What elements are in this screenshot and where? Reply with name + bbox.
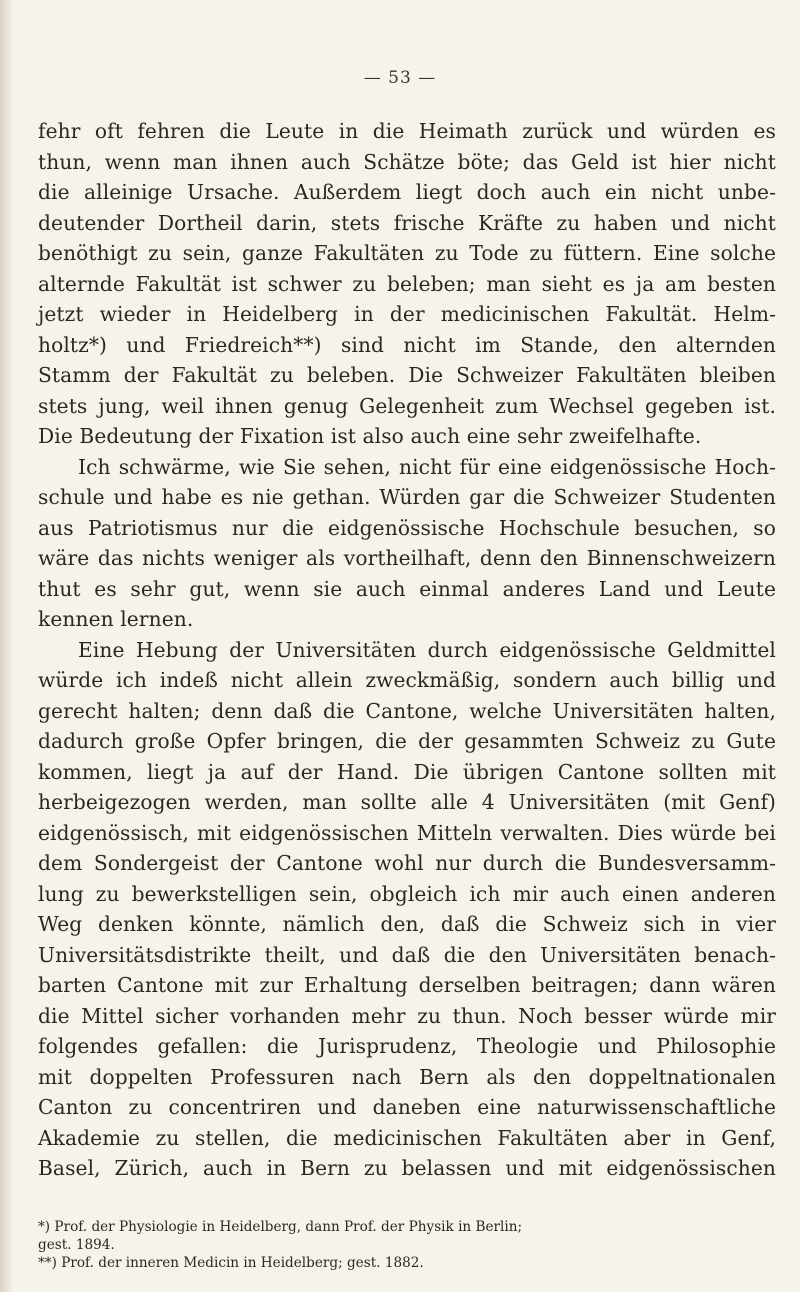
- footnotes: [38, 1218, 776, 1272]
- text-line: alternde Fakultät ist schwer zu beleben; man sieht es ja am besten: [38, 271, 776, 296]
- text-line: lung zu bewerkstelligen sein, obgleich ich mir auch einen anderen: [38, 881, 776, 906]
- text-line: mit doppelten Professuren nach Bern als den doppeltnationalen: [38, 1064, 776, 1089]
- paragraph-start-line: Eine Hebung der Universitäten durch eidgenössische Geldmittel: [78, 637, 776, 662]
- text-line: dem Sondergeist der Cantone wohl nur durch die Bundesversamm-: [38, 851, 776, 875]
- page-binding-shadow: [0, 0, 14, 1292]
- text-line: deutender Dortheil darin, stets frische Kräfte zu haben und nicht: [38, 210, 776, 235]
- text-line: herbeigezogen werden, man sollte alle 4 Universitäten (mit Genf): [38, 790, 776, 814]
- text-line: barten Cantone mit zur Erhaltung derselben beitragen; dann wären: [38, 973, 776, 997]
- paragraph-start-line: Ich schwärme, wie Sie sehen, nicht für eine eidgenössische Hoch-: [78, 454, 776, 479]
- text-line: holtz*) und Friedreich**) sind nicht im Stande, den alternden: [38, 332, 776, 357]
- text-line: Stamm der Fakultät zu beleben. Die Schweizer Fakultäten bleiben: [38, 363, 776, 387]
- text-line: stets jung, weil ihnen genug Gelegenheit zum Wechsel gegeben ist.: [38, 393, 776, 418]
- text-line: fehr oft fehren die Leute in die Heimath zurück und würden es: [38, 119, 776, 143]
- text-line: jetzt wieder in Heidelberg in der medicinischen Fakultät. Helm-: [38, 302, 776, 326]
- text-line: Weg denken könnte, nämlich den, daß die Schweiz sich in vier: [38, 912, 776, 936]
- text-line: benöthigt zu sein, ganze Fakultäten zu Tode zu füttern. Eine solche: [38, 241, 776, 265]
- text-line: Universitätsdistrikte theilt, und daß die den Universitäten benach-: [38, 942, 776, 967]
- text-line: schule und habe es nie gethan. Würden gar die Schweizer Studenten: [38, 485, 776, 509]
- text-line: gerecht halten; denn daß die Cantone, welche Universitäten halten,: [38, 698, 776, 723]
- text-line: dadurch große Opfer bringen, die der gesammten Schweiz zu Gute: [38, 729, 776, 753]
- text-line: eidgenössisch, mit eidgenössischen Mitteln verwalten. Dies würde bei: [38, 820, 776, 845]
- footnote-2: **) Prof. der inneren Medicin in Heidelberg; gest. 1882.: [38, 1255, 424, 1271]
- text-line: Canton zu concentriren und daneben eine naturwissenschaftliche: [38, 1095, 776, 1119]
- text-line: thut es sehr gut, wenn sie auch einmal anderes Land und Leute: [38, 576, 776, 601]
- text-line: Die Bedeutung der Fixation ist also auch eine sehr zweifelhafte.: [38, 424, 702, 448]
- text-line: kommen, liegt ja auf der Hand. Die übrigen Cantone sollten mit: [38, 759, 776, 784]
- body-text: [38, 116, 776, 1184]
- page-number: — 53 —: [363, 68, 437, 88]
- text-line: thun, wenn man ihnen auch Schätze böte; das Geld ist hier nicht: [38, 149, 776, 174]
- text-line: wäre das nichts weniger als vortheilhaft, denn den Binnenschweizern: [38, 546, 776, 570]
- text-line: die Mittel sicher vorhanden mehr zu thun. Noch besser würde mir: [38, 1003, 776, 1028]
- text-line: folgendes gefallen: die Jurisprudenz, Theologie und Philosophie: [38, 1034, 776, 1058]
- text-line: die alleinige Ursache. Außerdem liegt doch auch ein nicht unbe-: [38, 180, 776, 204]
- footnote-1-continuation: gest. 1894.: [38, 1237, 115, 1253]
- text-line: würde ich indeß nicht allein zweckmäßig, sondern auch billig und: [38, 668, 776, 692]
- text-line: Basel, Zürich, auch in Bern zu belassen und mit eidgenössischen: [38, 1156, 776, 1180]
- text-line: Akademie zu stellen, die medicinischen Fakultäten aber in Genf,: [38, 1125, 776, 1150]
- text-line: aus Patriotismus nur die eidgenössische Hochschule besuchen, so: [38, 515, 776, 540]
- footnote-1: *) Prof. der Physiologie in Heidelberg, dann Prof. der Physik in Berlin;: [38, 1219, 523, 1235]
- text-line: kennen lernen.: [38, 607, 194, 631]
